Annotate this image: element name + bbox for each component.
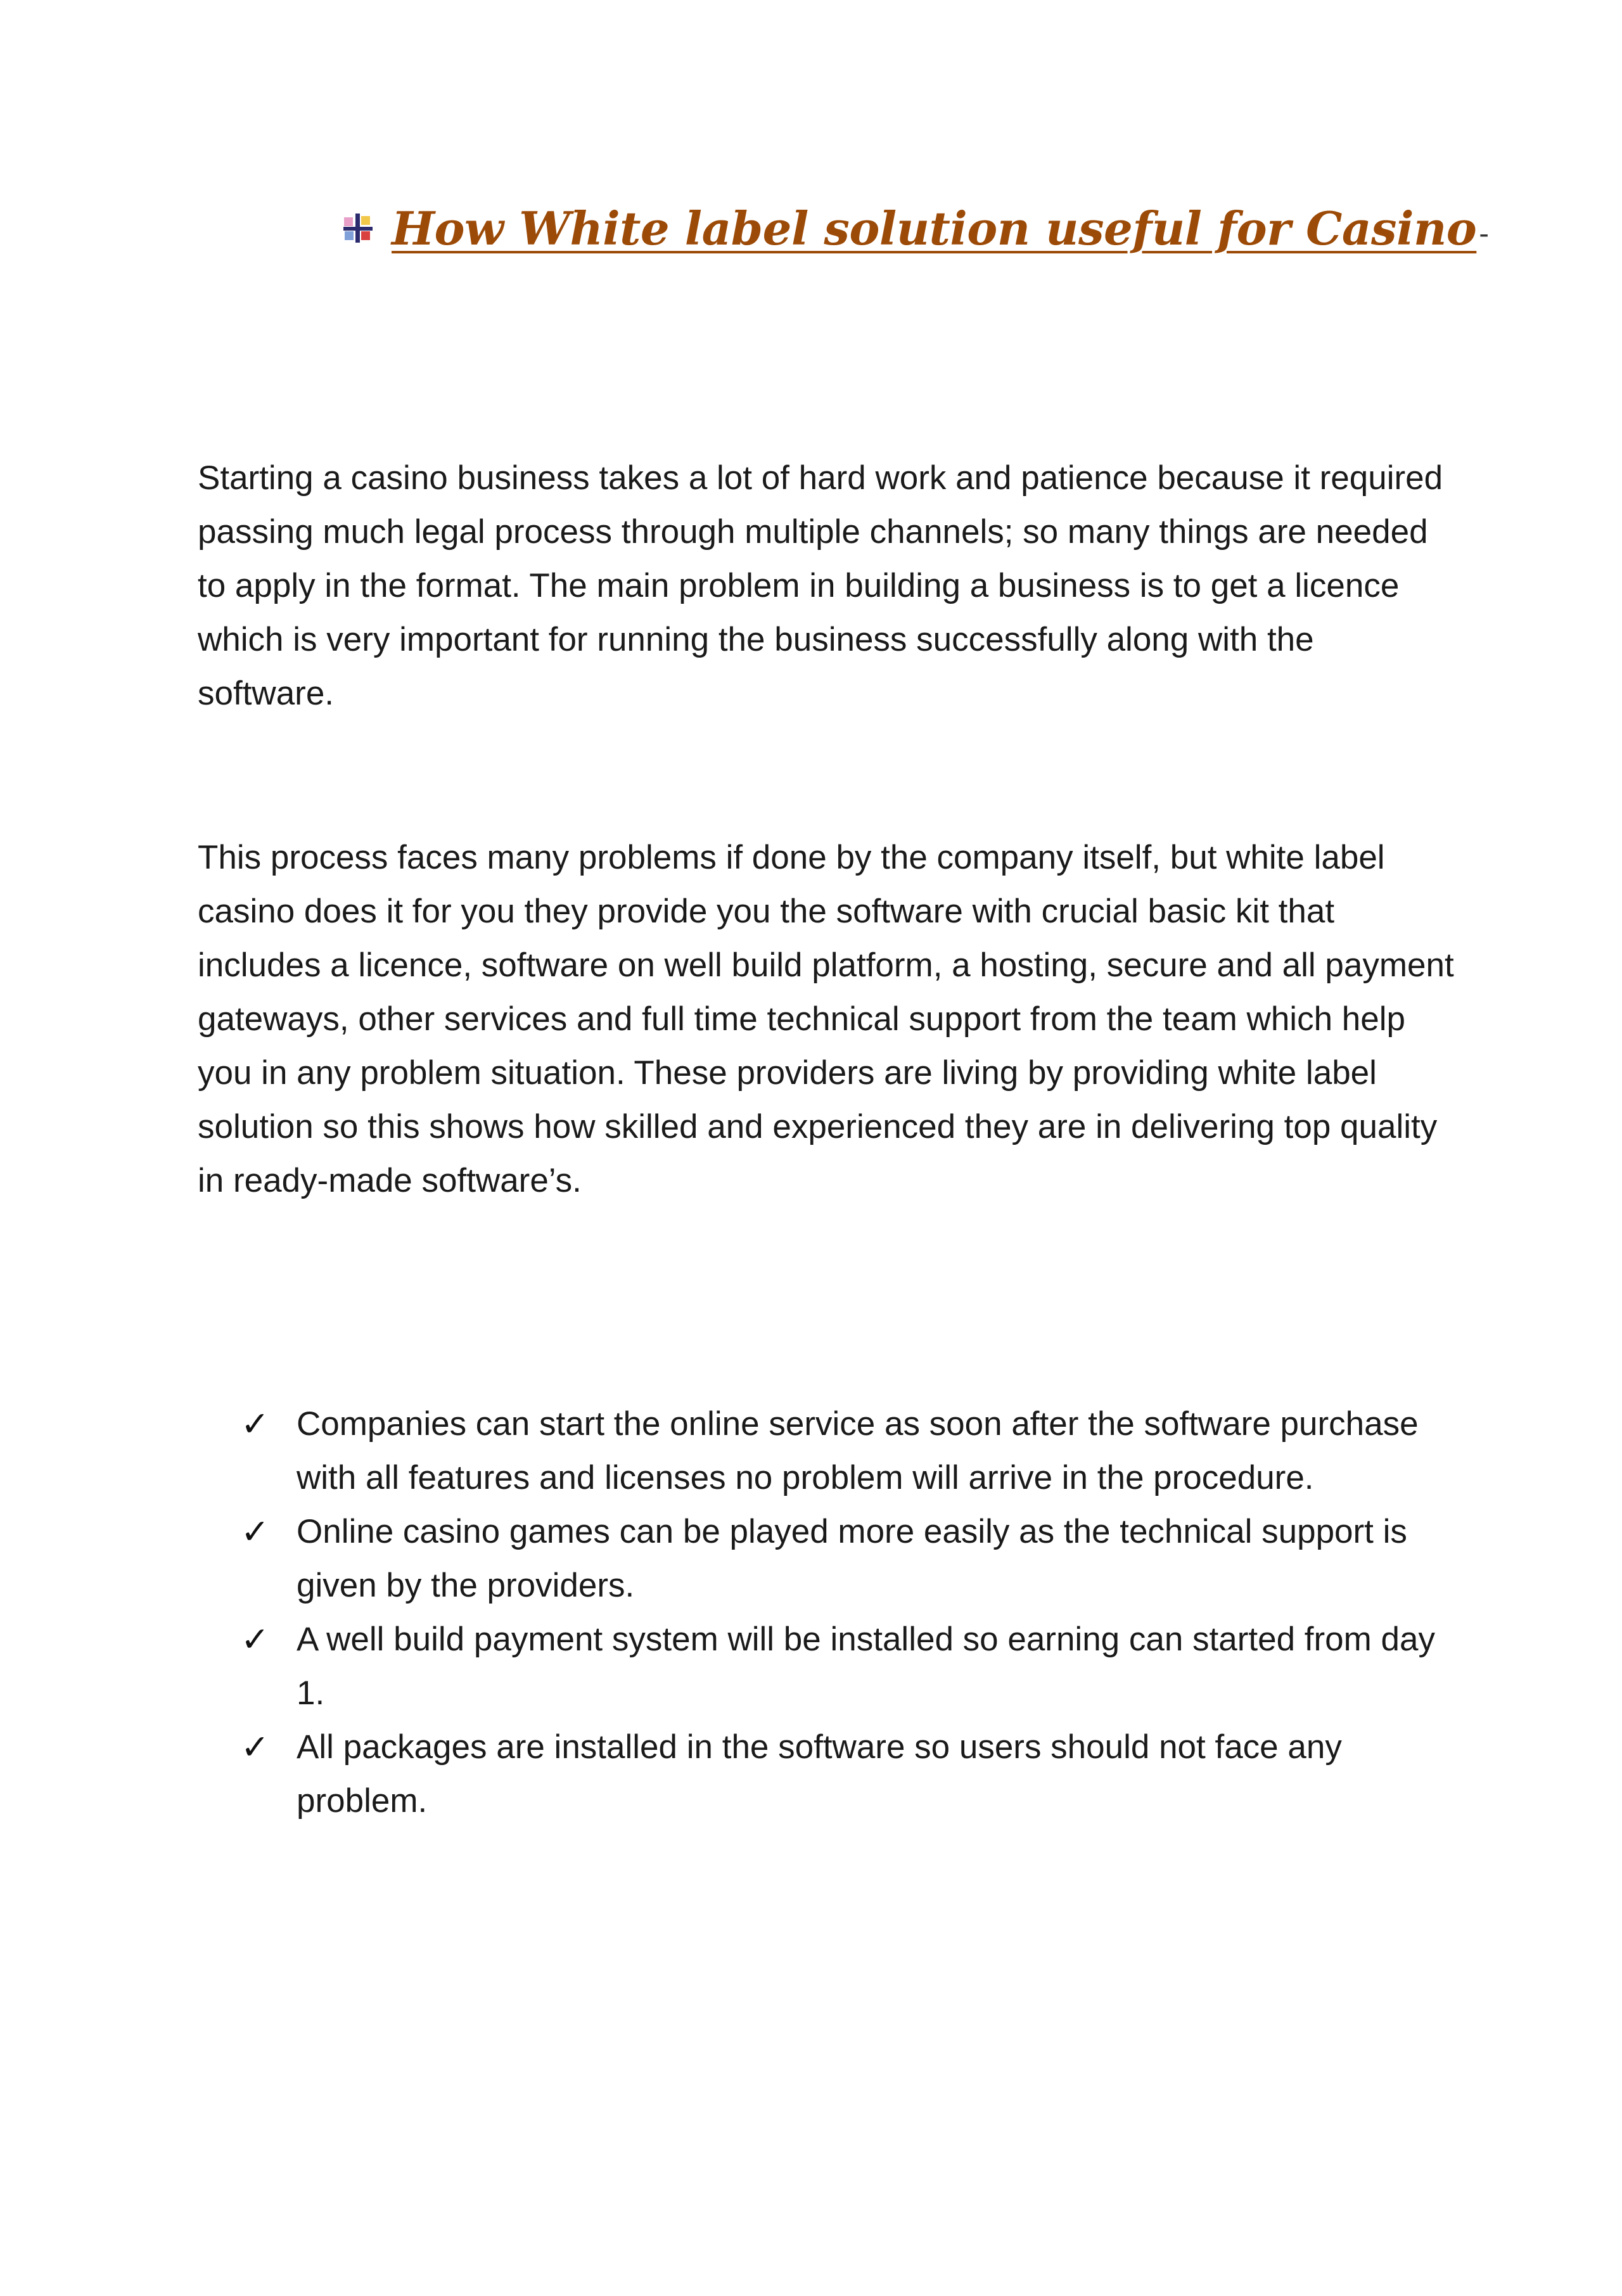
benefits-checklist xyxy=(241,1397,1470,1828)
list-item xyxy=(241,1505,1470,1612)
paragraph-process: This process faces many problems if done by the company itself, but white label casino does it for you they provide you the software with crucial basic kit that includes a licence, software on well build platform, a hosting, secure and all payment gateways, other services and full time technical support from the team which help you in any problem situation. These providers are living by providing white label solution so this shows how skilled and experienced they are in delivering top quality in ready-made software’s. xyxy=(198,839,1454,1199)
list-item-text: Online casino games can be played more easily as the technical support is given by the providers. xyxy=(297,1513,1407,1604)
list-item-text: Companies can start the online service as soon after the software purchase with all features and licenses no problem will arrive in the procedure. xyxy=(297,1405,1419,1496)
check-mark-icon: ✓ xyxy=(241,1727,270,1767)
bullet-cross-icon xyxy=(342,212,374,244)
check-mark-icon: ✓ xyxy=(241,1619,270,1659)
check-mark-icon: ✓ xyxy=(241,1404,270,1444)
title-suffix: - xyxy=(1479,216,1489,250)
list-item xyxy=(241,1397,1470,1505)
title-row xyxy=(342,193,1489,263)
paragraph-intro: Starting a casino business takes a lot of hard work and patience because it required passing much legal process through multiple channels; so many things are needed to apply in the format. The main problem in building a business is to get a licence which is very important for running the business successfully along with the software. xyxy=(198,459,1443,712)
list-item-text: All packages are installed in the software so users should not face any problem. xyxy=(297,1728,1342,1820)
list-item xyxy=(241,1612,1470,1720)
list-item xyxy=(241,1720,1470,1828)
list-item-text: A well build payment system will be installed so earning can started from day 1. xyxy=(297,1621,1435,1712)
page-title: How White label solution useful for Casino xyxy=(392,201,1477,255)
check-mark-icon: ✓ xyxy=(241,1512,270,1552)
